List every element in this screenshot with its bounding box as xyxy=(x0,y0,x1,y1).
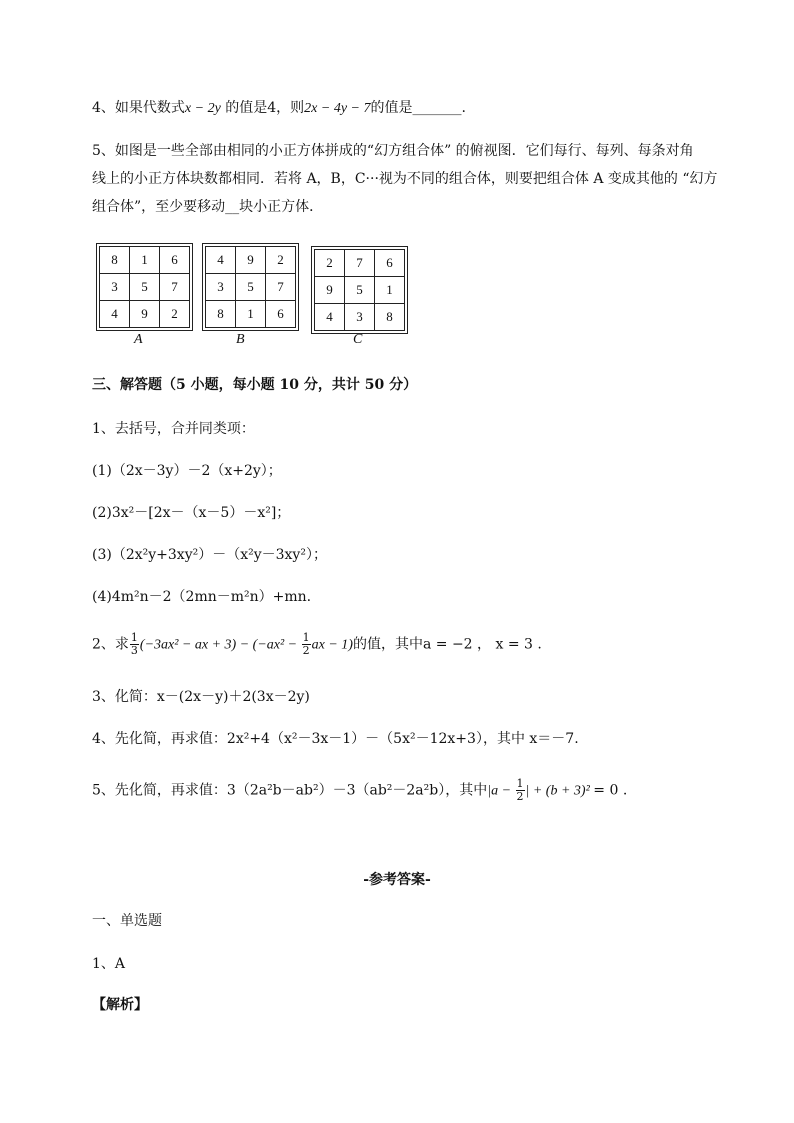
q4-expr1: x − 2y xyxy=(184,101,221,116)
cell: 2 xyxy=(315,250,345,277)
cell: 7 xyxy=(266,274,296,301)
problem-5 xyxy=(92,778,627,803)
cell: 3 xyxy=(345,304,375,331)
q4-prefix: 4、如果代数式 xyxy=(92,100,185,116)
cell: 7 xyxy=(345,250,375,277)
grid-label-b: B xyxy=(236,332,245,347)
cell: 2 xyxy=(266,247,296,274)
problem-2-expr-a: (−3ax² − ax + 3) − (−ax² − xyxy=(139,637,301,653)
cell: 6 xyxy=(160,247,190,274)
cell: 3 xyxy=(206,274,236,301)
question-5-line-3: 组合体”，至少要移动__块小正方体． xyxy=(92,199,324,215)
cell: 1 xyxy=(375,277,405,304)
section-3-title: 三、解答题（5 小题，每小题 10 分，共计 50 分） xyxy=(92,377,418,393)
cell: 4 xyxy=(206,247,236,274)
problem-1-1: (1)（2x－3y）－2（x+2y）； xyxy=(92,463,282,479)
problem-1-4: (4)4m²n－2（2mn－m²n）+mn. xyxy=(92,589,312,605)
cell: 5 xyxy=(236,274,266,301)
cell: 4 xyxy=(100,301,130,328)
problem-1: 1、去括号，合并同类项： xyxy=(92,421,255,437)
problem-3: 3、化简：x－(2x－y)＋2(3x－2y) xyxy=(92,689,310,705)
answers-title: -参考答案- xyxy=(363,872,431,888)
q4-mid: 的值是4，则 xyxy=(220,100,305,116)
cell: 9 xyxy=(315,277,345,304)
cell: 2 xyxy=(160,301,190,328)
problem-5-abs-close: | + (b + 3)² xyxy=(525,783,594,799)
problem-2-suffix: 的值，其中a = −2 ， x = 3 . xyxy=(352,636,542,653)
magic-square-b xyxy=(202,243,299,331)
magic-square-c xyxy=(311,246,408,334)
cell: 9 xyxy=(236,247,266,274)
answers-section-1: 一、单选题 xyxy=(92,913,162,929)
question-5-line-2: 线上的小正方体块数都相同．若将 A，B，C···视为不同的组合体，则要把组合体 A 变成其他的 “幻方 xyxy=(92,171,718,187)
cell: 8 xyxy=(375,304,405,331)
cell: 9 xyxy=(130,301,160,328)
problem-5-suffix: = 0 . xyxy=(593,782,628,799)
fraction-one-third: $\frac{1}{3}$ xyxy=(130,631,138,657)
problem-2-prefix: 2、求 xyxy=(92,636,129,653)
cell: 4 xyxy=(315,304,345,331)
cell: 5 xyxy=(345,277,375,304)
cell: 7 xyxy=(160,274,190,301)
grid-label-a: A xyxy=(134,332,143,347)
grid-label-c: C xyxy=(353,332,363,347)
fraction-one-half: $\frac{1}{2}$ xyxy=(302,631,310,657)
problem-2-expr-b: ax − 1) xyxy=(311,637,353,653)
magic-square-a xyxy=(96,243,193,331)
problem-5-abs-open: |a − xyxy=(487,783,515,799)
problem-1-3: (3)（2x²y+3xy²）－（x²y－3xy²）； xyxy=(92,547,327,563)
cell: 3 xyxy=(100,274,130,301)
cell: 8 xyxy=(206,301,236,328)
problem-1-2: (2)3x²－[2x－（x－5）－x²]； xyxy=(92,505,291,521)
cell: 1 xyxy=(236,301,266,328)
problem-2 xyxy=(92,632,542,657)
answer-1: 1、A xyxy=(92,956,126,972)
fraction-one-half-2: $\frac{1}{2}$ xyxy=(516,777,524,803)
question-5-line-1: 5、如图是一些全部由相同的小正方体拼成的“幻方组合体” 的俯视图．它们每行、每列、每条对角 xyxy=(92,143,694,159)
cell: 8 xyxy=(100,247,130,274)
cell: 6 xyxy=(375,250,405,277)
cell: 5 xyxy=(130,274,160,301)
cell: 1 xyxy=(130,247,160,274)
problem-5-prefix: 5、先化简，再求值：3（2a²b－ab²）－3（ab²－2a²b），其中 xyxy=(92,782,488,799)
q4-suffix: 的值是_______. xyxy=(370,100,466,116)
cell: 6 xyxy=(266,301,296,328)
question-4 xyxy=(92,97,466,120)
q4-expr2: 2x − 4y − 7 xyxy=(304,101,371,116)
analysis-label: 【解析】 xyxy=(92,997,148,1013)
problem-4: 4、先化简，再求值：2x²+4（x²－3x－1）－（5x²－12x+3），其中 x＝－7. xyxy=(92,731,579,747)
